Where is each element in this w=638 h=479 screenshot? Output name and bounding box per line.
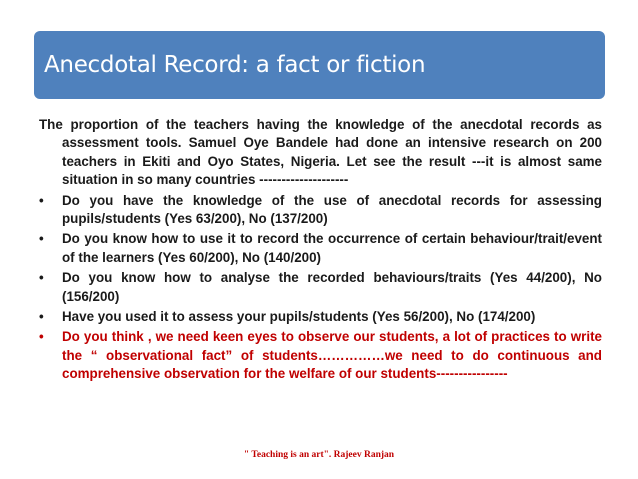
bullet-text: Have you used it to assess your pupils/students (Yes 56/200), No (174/200) bbox=[62, 309, 536, 325]
slide-title: Anecdotal Record: a fact or fiction bbox=[44, 52, 426, 78]
intro-paragraph: The proportion of the teachers having the knowledge of the anecdotal records as assessment tools. Samuel Oye Bandele had done an intensive research on 200 teachers in Ekiti and Oyo States, Nigeria. Let see the result ---it is almost same situation in so many countries -------------------- bbox=[39, 117, 602, 188]
bullet-item-highlighted bbox=[39, 328, 602, 383]
bullet-icon: • bbox=[39, 329, 44, 345]
bullet-item bbox=[39, 230, 602, 267]
bullet-icon: • bbox=[39, 192, 44, 208]
slide-content bbox=[39, 116, 602, 386]
bullet-text: Do you know how to analyse the recorded behaviours/traits (Yes 44/200), No (156/200) bbox=[62, 270, 602, 304]
bullet-item bbox=[39, 192, 602, 229]
bullet-text: Do you know how to use it to record the occurrence of certain behaviour/trait/event of the learners (Yes 60/200), No (140/200) bbox=[62, 231, 602, 265]
bullet-icon: • bbox=[39, 231, 44, 247]
bullet-item bbox=[39, 269, 602, 306]
bullet-list bbox=[39, 192, 602, 384]
bullet-item bbox=[39, 308, 602, 326]
footer-quote: " Teaching is an art". Rajeev Ranjan bbox=[243, 450, 395, 460]
title-bar bbox=[34, 31, 605, 99]
bullet-text: Do you have the knowledge of the use of anecdotal records for assessing pupils/students (Yes 63/200), No (137/200) bbox=[62, 192, 602, 227]
bullet-icon: • bbox=[39, 309, 44, 325]
bullet-icon: • bbox=[39, 270, 44, 286]
bullet-text: Do you think , we need keen eyes to observe our students, a lot of practices to write the “ observational fact” of students……………we need to do continuous and comprehensive observation for the welfare of our students---------------- bbox=[62, 329, 602, 382]
